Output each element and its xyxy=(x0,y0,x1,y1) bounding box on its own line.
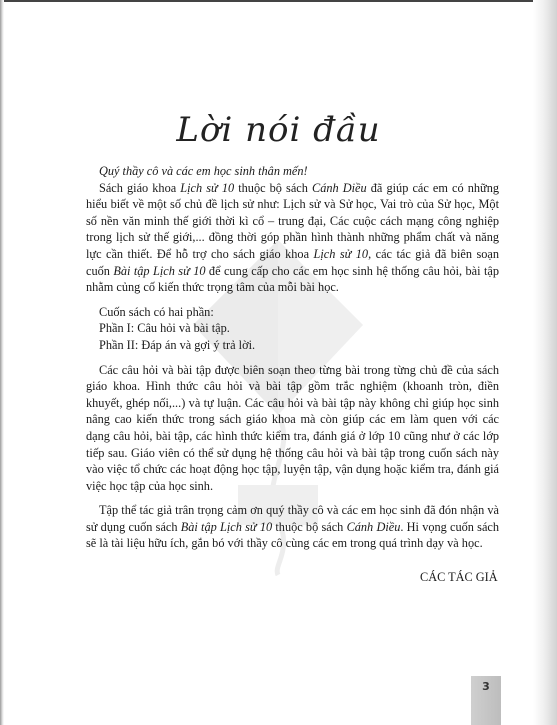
list-item: Phần II: Đáp án và gợi ý trả lời. xyxy=(99,337,256,352)
page-right-edge xyxy=(533,0,557,725)
page-number: 3 xyxy=(482,680,490,693)
page-left-edge xyxy=(0,0,4,725)
list-item: Phần I: Câu hỏi và bài tập. xyxy=(99,321,230,336)
parts-intro: Cuốn sách có hai phần: xyxy=(99,304,214,319)
signature: CÁC TÁC GIẢ xyxy=(420,570,498,584)
page-top-edge xyxy=(0,0,557,2)
paragraph-thanks: Tập thể tác giả trân trọng cảm ơn quý thầy cô và các em học sinh đã đón nhận và sử dụng cuốn sách Bài tập Lịch sử 10 thuộc bộ sách Cánh Diều. Hi vọng cuốn sách sẽ là tài liệu hữu ích, gắn bó với thầy cô cùng các em trong quá trình dạy và học. xyxy=(86,503,500,551)
greeting: Quý thầy cô và các em học sinh thân mến! xyxy=(99,164,308,178)
parts-list xyxy=(86,320,499,353)
paragraph-content: Các câu hỏi và bài tập được biên soạn theo từng bài trong từng chủ đề của sách giáo khoa. Hình thức câu hỏi và bài tập gồm trắc nghiệm (khoanh tròn, điền khuyết, ghép nối,...) và tự luận. Các câu hỏi và bài tập này không chỉ giúp học sinh nâng cao kiến thức trong sách giáo khoa mà còn giúp các em làm quen với các dạng câu hỏi, bài tập, các hình thức kiểm tra, đánh giá ở lớp 10 cũng như ở các lớp tiếp sau. Giáo viên có thể sử dụng hệ thống câu hỏi và bài tập trong cuốn sách này vào việc tổ chức các hoạt động học tập, luyện tập, vận dụng hoặc kiểm tra, đánh giá việc học tập của học sinh. xyxy=(86,362,499,493)
body-text xyxy=(86,163,499,552)
page-title: Lời nói đầu xyxy=(176,110,381,150)
paragraph-intro: Sách giáo khoa Lịch sử 10 thuộc bộ sách Cánh Diều đã giúp các em có những hiểu biết về một số chủ đề lịch sử như: Lịch sử và Sử học, Vai trò của Sử học, Một số nền văn minh thế giới thời kì cổ – trung đại, Các cuộc cách mạng công nghiệp trong lịch sử thế giới,... đồng thời góp phần hình thành những phẩm chất và năng lực cần thiết. Để hỗ trợ cho sách giáo khoa Lịch sử 10, các tác giả đã biên soạn cuốn Bài tập Lịch sử 10 để cung cấp cho các em học sinh hệ thống câu hỏi, bài tập nhằm củng cố kiến thức trọng tâm của mỗi bài học. xyxy=(86,180,499,295)
